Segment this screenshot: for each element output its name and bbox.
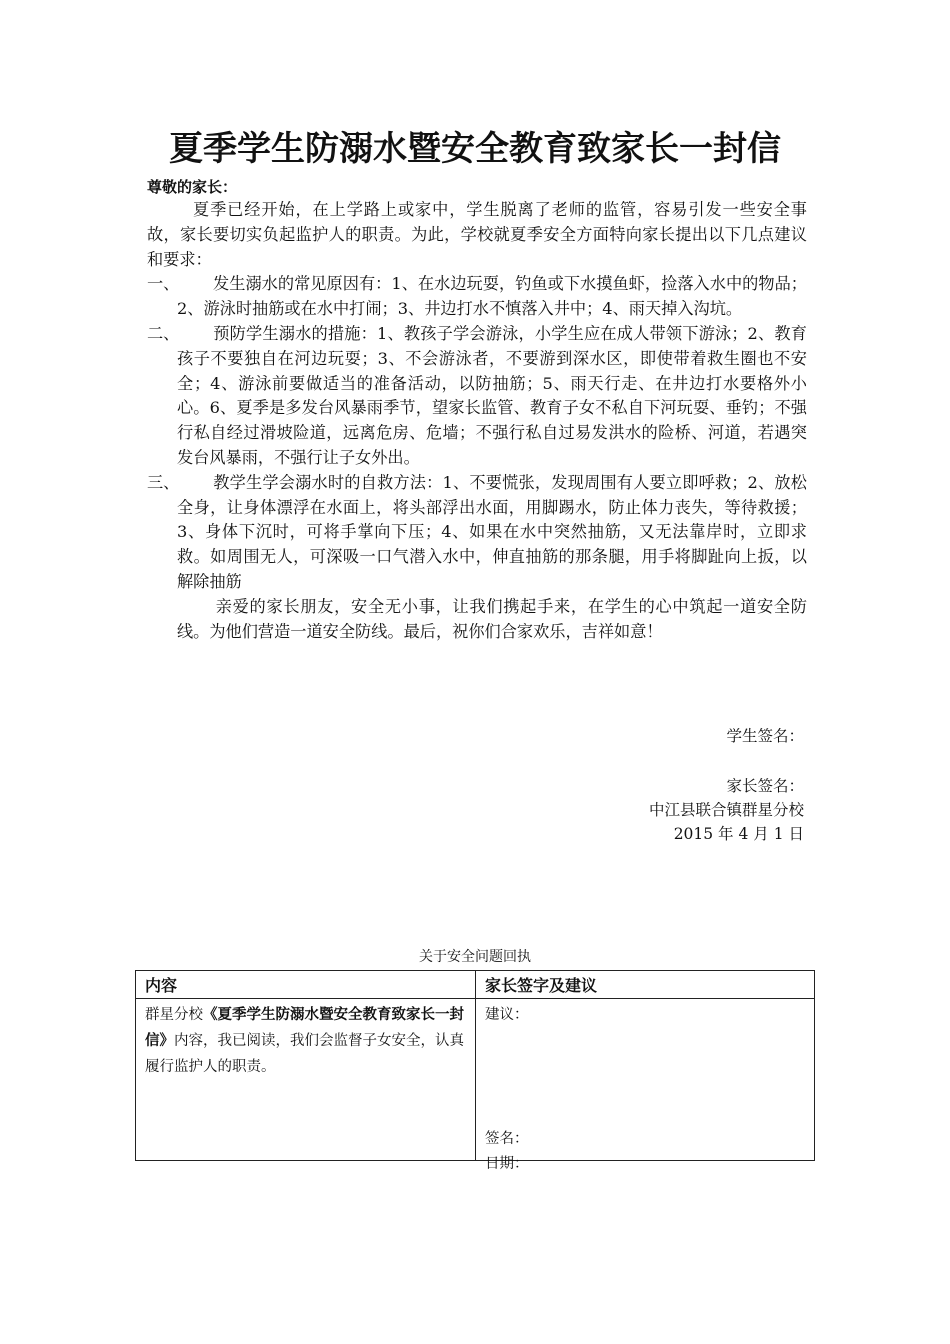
student-signature-label: 学生签名：	[726, 727, 804, 745]
closing-paragraph	[147, 595, 807, 645]
item-number: 一、	[147, 274, 180, 294]
closing-text: 亲爱的家长朋友，安全无小事，让我们携起手来，在学生的心中筑起一道安全防线。为他们营造一道安全防线。最后，祝你们合家欢乐，吉祥如意！	[177, 596, 807, 641]
receipt-caption: 关于安全问题回执	[419, 949, 531, 965]
school-name: 中江县联合镇群星分校	[648, 801, 804, 819]
receipt-table	[135, 970, 815, 1172]
greeting: 尊敬的家长：	[147, 178, 238, 196]
header-parent-signature: 家长签字及建议	[476, 971, 815, 999]
item-text: 发生溺水的常见原因有：1、在水边玩耍，钓鱼或下水摸鱼虾，捡落入水中的物品；2、游泳时抽筋或在水中打闹；3、井边打水不慎落入井中；4、雨天掉入沟坑。	[177, 274, 807, 319]
receipt-content-cell	[136, 999, 476, 1161]
content-letter-title: 《夏季学生防溺水暨安全教育致家长一封信》	[145, 1006, 464, 1049]
header-content: 内容	[136, 971, 476, 999]
table-header-row	[136, 971, 815, 999]
letter-title: 夏季学生防溺水暨安全教育致家长一封信	[169, 129, 781, 169]
date-label: 日期：	[485, 1156, 529, 1172]
list-item	[147, 322, 807, 471]
list-item	[147, 471, 807, 595]
suggestion-label: 建议：	[485, 1007, 529, 1023]
intro-paragraph: 夏季已经开始，在上学路上或家中，学生脱离了老师的监管，容易引发一些安全事故，家长要切实负起监护人的职责。为此，学校就夏季安全方面特向家长提出以下几点建议和要求：	[147, 200, 807, 269]
receipt-parent-cell[interactable]	[476, 999, 815, 1172]
item-number: 三、	[147, 472, 180, 492]
table-row	[136, 999, 815, 1161]
list-item	[147, 272, 807, 322]
letter-body	[147, 198, 807, 644]
content-suffix: 内容，我已阅读，我们会监督子女安全，认真履行监护人的职责。	[145, 1033, 464, 1075]
item-text: 教学生学会溺水时的自救方法：1、不要慌张，发现周围有人要立即呼救；2、放松全身，让身体漂浮在水面上，将头部浮出水面，用脚踢水，防止体力丧失，等待救援；3、身体下沉时，可将手掌向下压；4、如果在水中突然抽筋，又无法靠岸时，立即求救。如周围无人，可深吸一口气潜入水中，伸直抽筋的那条腿，用手将脚趾向上扳，以解除抽筋	[177, 472, 807, 591]
sign-label: 签名：	[485, 1131, 529, 1147]
content-prefix: 群星分校	[145, 1007, 203, 1023]
parent-signature-label: 家长签名：	[726, 777, 804, 795]
item-number: 二、	[147, 323, 180, 343]
item-text: 预防学生溺水的措施：1、教孩子学会游泳，小学生应在成人带领下游泳；2、教育孩子不要独自在河边玩耍；3、不会游泳者，不要游到深水区，即使带着救生圈也不安全；4、游泳前要做适当的准备活动，以防抽筋；5、雨天行走、在井边打水要格外小心。6、夏季是多发台风暴雨季节，望家长监管、教育子女不私自下河玩耍、垂钓；不强行私自经过滑坡险道，远离危房、危墙；不强行私自过易发洪水的险桥、河道，若遇突发台风暴雨，不强行让子女外出。	[177, 323, 807, 467]
letter-date: 2015 年 4 月 1 日	[673, 825, 804, 843]
